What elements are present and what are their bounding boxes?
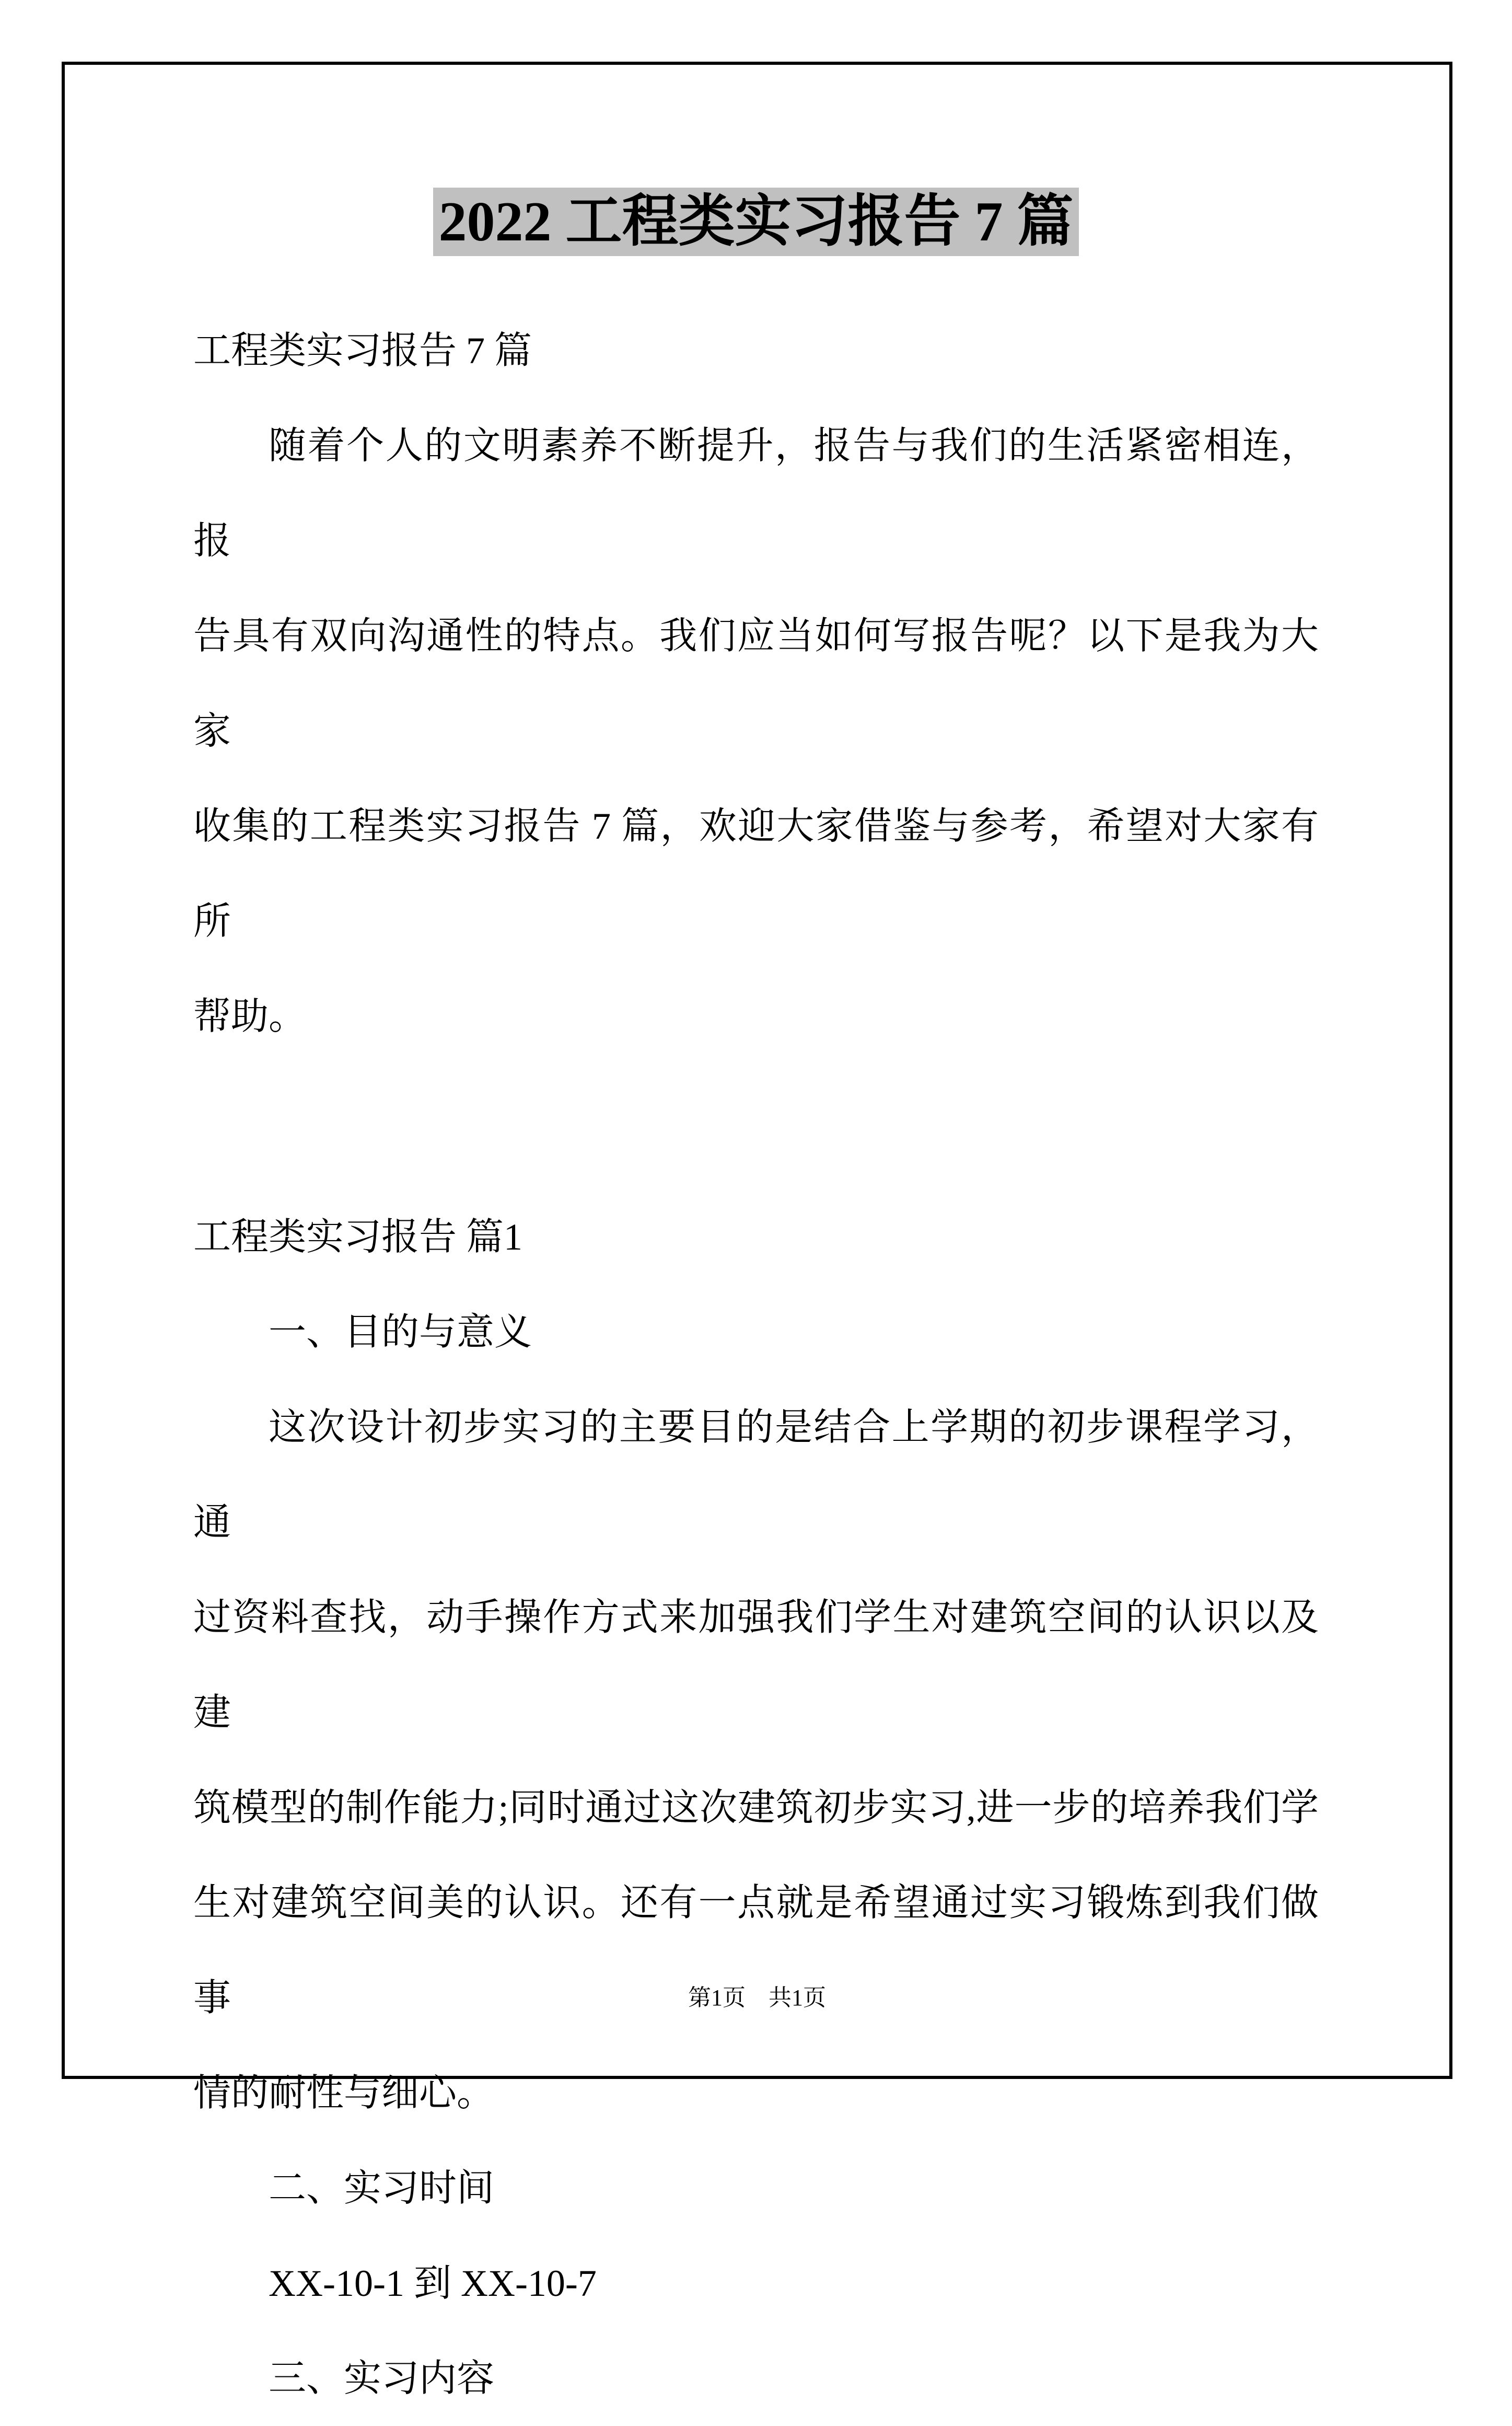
text-line: 过资料查找，动手操作方式来加强我们学生对建筑空间的认识以及建 bbox=[193, 1597, 1319, 1734]
document-content bbox=[193, 183, 1319, 2426]
text-line: 情的耐性与细心。 bbox=[193, 2072, 495, 2114]
document-body bbox=[193, 303, 1319, 2426]
text-line: 工程类实习报告 7 篇 bbox=[193, 330, 532, 372]
text-line: 帮助。 bbox=[193, 996, 307, 1037]
text-line: 一、目的与意义 bbox=[269, 1311, 532, 1353]
page-footer: 第1页 共1页 bbox=[688, 1985, 826, 2011]
text-line: 二、实习时间 bbox=[269, 2167, 495, 2209]
text-line: 三、实习内容 bbox=[269, 2358, 495, 2399]
blank-line bbox=[193, 1064, 1319, 1189]
text-line: 这次设计初步实习的主要目的是结合上学期的初步课程学习，通 bbox=[193, 1406, 1319, 1543]
text-line: XX-10-1 到 XX-10-7 bbox=[269, 2262, 597, 2304]
title-highlight: 2022 工程类实习报告 7 篇 bbox=[433, 188, 1078, 256]
text-line: 告具有双向沟通性的特点。我们应当如何写报告呢？以下是我为大家 bbox=[193, 615, 1319, 752]
text-line: 生对建筑空间美的认识。还有一点就是希望通过实习锻炼到我们做事 bbox=[193, 1882, 1319, 2019]
text-line: 收集的工程类实习报告 7 篇，欢迎大家借鉴与参考，希望对大家有所 bbox=[193, 805, 1319, 942]
text-line: 筑模型的制作能力;同时通过这次建筑初步实习,进一步的培养我们学 bbox=[193, 1787, 1319, 1829]
text-line: 工程类实习报告 篇1 bbox=[193, 1216, 523, 1258]
document-title bbox=[193, 183, 1319, 261]
text-line: 随着个人的文明素养不断提升，报告与我们的生活紧密相连，报 bbox=[193, 425, 1319, 562]
